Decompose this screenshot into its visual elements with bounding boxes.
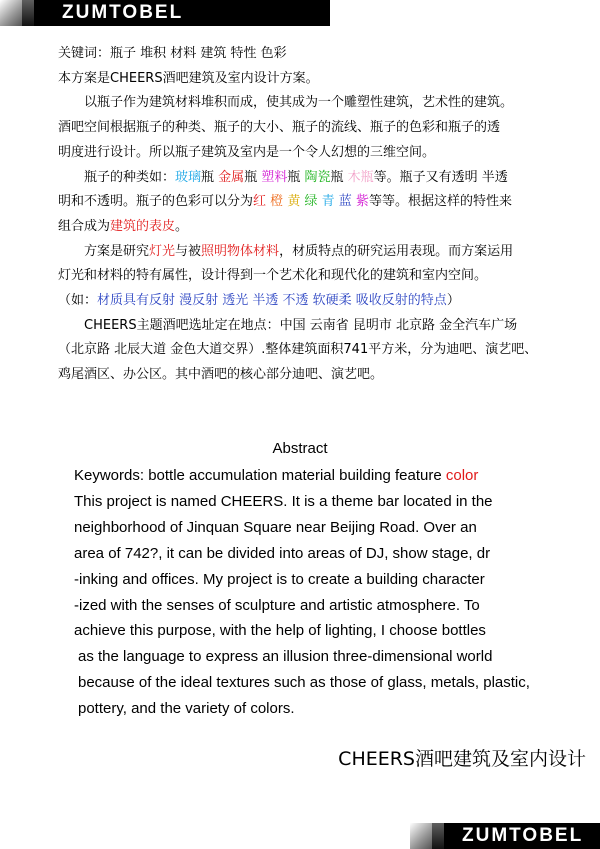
text-span: 瓶 bbox=[330, 169, 348, 185]
en-line: achieve this purpose, with the help of lighting, I choose bottles bbox=[74, 622, 486, 640]
bottle-ceramic: 陶瓷 bbox=[304, 169, 331, 185]
footer-bar bbox=[410, 823, 600, 849]
text-span: 明和不透明。瓶子的色彩可以分为 bbox=[58, 194, 254, 210]
footer-project-title: CHEERS酒吧建筑及室内设计 bbox=[338, 748, 586, 770]
footer-brand: ZUMTOBEL bbox=[462, 825, 584, 846]
color-purple: 紫 bbox=[355, 194, 369, 210]
text-span: 等等。根据这样的特性来 bbox=[368, 194, 512, 210]
material-features: 材质具有反射 漫反射 透光 半透 不透 软硬柔 吸收反射的特点 bbox=[97, 293, 447, 309]
keyword-color-highlight: color bbox=[445, 467, 479, 484]
bottle-plastic: 塑料 bbox=[261, 169, 288, 185]
color-orange: 橙 bbox=[270, 194, 284, 210]
color-cyan: 青 bbox=[321, 194, 335, 210]
cn-para1-line1: 以瓶子作为建筑材料堆积而成，使其成为一个雕塑性建筑，艺术性的建筑。 bbox=[84, 95, 514, 111]
en-line: -ized with the senses of sculpture and artistic atmosphere. To bbox=[74, 596, 480, 614]
cn-para3-line3 bbox=[58, 289, 588, 314]
bottle-wood: 木瓶 bbox=[347, 169, 374, 185]
cn-para3-line2: 灯光和材料的特有属性，设计得到一个艺术化和现代化的建筑和室内空间。 bbox=[58, 268, 488, 284]
text-span: 瓶 bbox=[244, 169, 262, 185]
chinese-description bbox=[58, 42, 588, 388]
cn-para2-line2 bbox=[58, 190, 588, 215]
zumtobel-logo-icon bbox=[0, 0, 34, 26]
color-green: 绿 bbox=[304, 194, 318, 210]
bottle-glass: 玻璃 bbox=[175, 169, 202, 185]
cn-para4-line1: CHEERS主题酒吧选址定在地点：中国 云南省 昆明市 北京路 金全汽车广场 bbox=[84, 317, 518, 333]
en-line: because of the ideal textures such as those of glass, metals, plastic, bbox=[78, 674, 530, 692]
text-span: ） bbox=[446, 293, 460, 309]
text-span: ，材质特点的研究运用表现。而方案运用 bbox=[279, 243, 514, 259]
building-skin-highlight: 建筑的表皮 bbox=[110, 218, 176, 234]
cn-para2-line3 bbox=[58, 215, 588, 240]
cn-para4-line2: （北京路 北辰大道 金色大道交界）.整体建筑面积741平方米，分为迪吧、演艺吧、 bbox=[58, 342, 538, 358]
cn-para1-line2: 酒吧空间根据瓶子的种类、瓶子的大小、瓶子的流线、瓶子的色彩和瓶子的透 bbox=[58, 120, 501, 136]
header-bar bbox=[0, 0, 330, 26]
text-span: 与被 bbox=[175, 243, 202, 259]
material-highlight: 照明物体材料 bbox=[201, 243, 280, 259]
lighting-highlight: 灯光 bbox=[149, 243, 176, 259]
en-line: neighborhood of Jinquan Square near Beijing Road. Over an bbox=[74, 518, 477, 536]
color-blue: 蓝 bbox=[338, 194, 352, 210]
text-span: 方案是研究 bbox=[84, 243, 150, 259]
en-line: as the language to express an illusion three-dimensional world bbox=[78, 648, 493, 666]
cn-intro: 本方案是CHEERS酒吧建筑及室内设计方案。 bbox=[58, 70, 319, 86]
en-line: pottery, and the variety of colors. bbox=[78, 700, 295, 718]
color-red: 红 bbox=[253, 194, 267, 210]
en-line: -inking and offices. My project is to create a building character bbox=[74, 570, 485, 588]
text-span: 瓶 bbox=[287, 169, 305, 185]
cn-para3-line1 bbox=[58, 240, 588, 265]
text-span: 。 bbox=[175, 218, 189, 234]
abstract-title: Abstract bbox=[272, 440, 328, 457]
text-span: Keywords: bottle accumulation material building feature bbox=[74, 467, 446, 484]
text-span: 瓶 bbox=[201, 169, 219, 185]
english-abstract bbox=[74, 463, 584, 722]
color-yellow: 黄 bbox=[287, 194, 301, 210]
cn-para2-line1 bbox=[58, 166, 588, 191]
en-line: area of 742?, it can be divided into areas of DJ, show stage, dr bbox=[74, 544, 491, 562]
en-line: This project is named CHEERS. It is a theme bar located in the bbox=[74, 492, 493, 510]
bottle-types-prefix: 瓶子的种类如： bbox=[84, 169, 176, 185]
bottle-metal: 金属 bbox=[218, 169, 245, 185]
cn-para4-line3: 鸡尾酒区、办公区。其中酒吧的核心部分迪吧、演艺吧。 bbox=[58, 367, 384, 383]
text-span: 等。瓶子又有透明 半透 bbox=[373, 169, 508, 185]
cn-keywords: 关键词：瓶子 堆积 材料 建筑 特性 色彩 bbox=[58, 46, 287, 61]
text-span: 组合成为 bbox=[58, 218, 111, 234]
header-brand: ZUMTOBEL bbox=[62, 2, 184, 23]
cn-para1-line3: 明度进行设计。所以瓶子建筑及室内是一个令人幻想的三维空间。 bbox=[58, 144, 436, 160]
en-keywords bbox=[74, 463, 584, 489]
zumtobel-logo-icon bbox=[410, 823, 444, 849]
text-span: （如： bbox=[58, 293, 98, 309]
